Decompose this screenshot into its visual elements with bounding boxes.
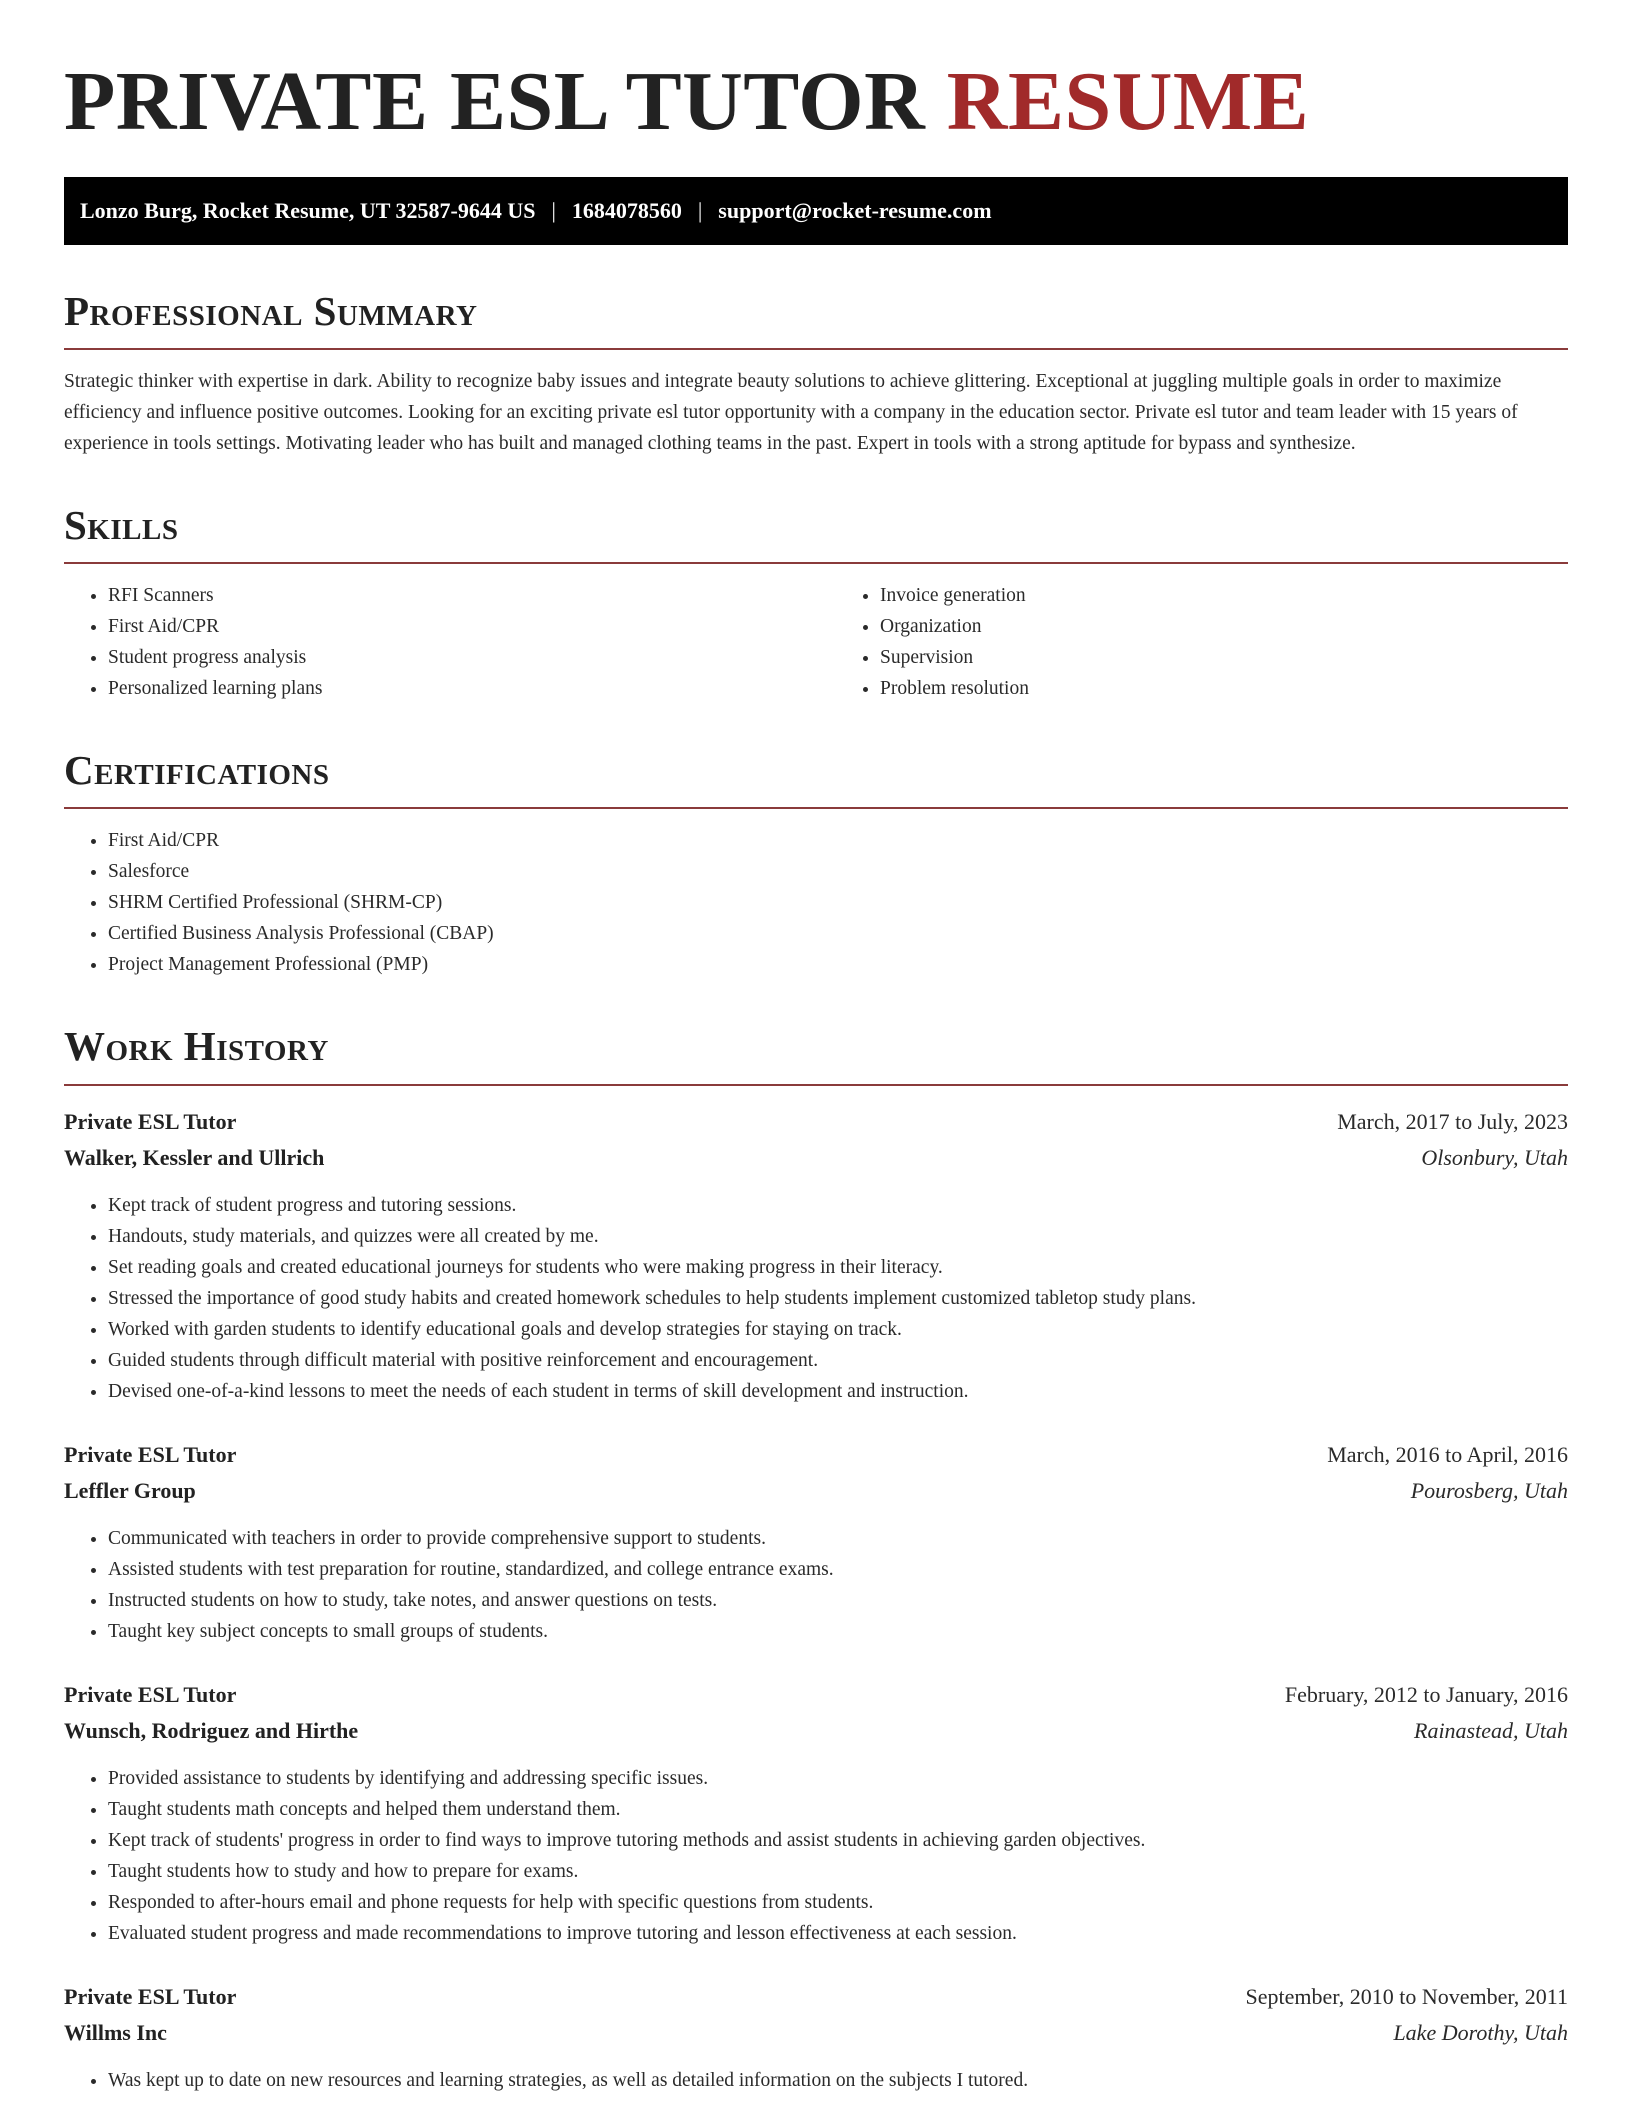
skill-item: • Personalized learning plans [108, 673, 796, 704]
job-duty: • Responded to after-hours email and phone requests for help with specific questions from students. [108, 1887, 1568, 1918]
certification-item: • Certified Business Analysis Professional (CBAP) [108, 918, 1568, 949]
job-location: Olsonbury, Utah [1421, 1144, 1568, 1170]
skills-grid [64, 564, 1568, 704]
job-dates: March, 2016 to April, 2016 [1327, 1441, 1568, 1467]
resume-title [64, 0, 1568, 153]
certification-item: • SHRM Certified Professional (SHRM-CP) [108, 887, 1568, 918]
job-location: Pourosberg, Utah [1410, 1477, 1568, 1503]
job-duty: • Was kept up to date on new resources and learning strategies, as well as detailed information on the subjects I tutored. [108, 2065, 1568, 2096]
skill-item: • First Aid/CPR [108, 611, 796, 642]
job-title: Private ESL Tutor [64, 1983, 237, 2009]
job-title: Private ESL Tutor [64, 1108, 237, 1134]
job-entry [64, 1979, 1568, 2096]
job-duty: • Set reading goals and created educational journeys for students who were making progress in their literacy. [108, 1252, 1568, 1283]
summary-heading: Professional Summary [64, 287, 1568, 350]
skills-heading: Skills [64, 501, 1568, 564]
skill-item: • Invoice generation [880, 580, 1568, 611]
skill-item: • Supervision [880, 642, 1568, 673]
job-duties-list [64, 1763, 1568, 1949]
job-company: Leffler Group [64, 1477, 196, 1503]
work-history-heading: Work History [64, 1022, 1568, 1085]
job-duty: • Handouts, study materials, and quizzes were all created by me. [108, 1221, 1568, 1252]
skill-item: • Student progress analysis [108, 642, 796, 673]
skill-item: • Problem resolution [880, 673, 1568, 704]
job-company-row [64, 2015, 1568, 2051]
job-duties-list [64, 1523, 1568, 1647]
job-duty: • Guided students through difficult material with positive reinforcement and encouragement. [108, 1345, 1568, 1376]
job-duty: • Kept track of student progress and tutoring sessions. [108, 1190, 1568, 1221]
skill-item: • RFI Scanners [108, 580, 796, 611]
contact-bar [64, 177, 1568, 245]
title-accent: RESUME [946, 55, 1310, 148]
job-company-row [64, 1473, 1568, 1509]
certifications-list [64, 825, 1568, 980]
job-header-row [64, 1437, 1568, 1473]
job-company: Willms Inc [64, 2019, 167, 2045]
job-duty: • Taught students math concepts and helped them understand them. [108, 1794, 1568, 1825]
job-duty: • Provided assistance to students by identifying and addressing specific issues. [108, 1763, 1568, 1794]
skill-item: • Organization [880, 611, 1568, 642]
job-company-row [64, 1713, 1568, 1749]
job-location: Lake Dorothy, Utah [1393, 2019, 1568, 2045]
job-duty: • Taught key subject concepts to small groups of students. [108, 1616, 1568, 1647]
certification-item: • Salesforce [108, 856, 1568, 887]
certifications-section [64, 746, 1568, 980]
contact-phone: 1684078560 [571, 197, 682, 223]
job-entry [64, 1677, 1568, 1949]
job-header-row [64, 1104, 1568, 1140]
job-duty: • Communicated with teachers in order to provide comprehensive support to students. [108, 1523, 1568, 1554]
summary-section [64, 287, 1568, 459]
job-duties-list [64, 1190, 1568, 1407]
contact-email: support@rocket-resume.com [718, 197, 992, 223]
job-duty: • Devised one-of-a-kind lessons to meet the needs of each student in terms of skill development and instruction. [108, 1376, 1568, 1407]
job-dates: February, 2012 to January, 2016 [1284, 1681, 1568, 1707]
title-main: PRIVATE ESL TUTOR [64, 55, 926, 148]
contact-address: Lonzo Burg, Rocket Resume, UT 32587-9644 US [80, 197, 536, 223]
certification-item: • Project Management Professional (PMP) [108, 949, 1568, 980]
job-header-row [64, 1677, 1568, 1713]
contact-separator: | [697, 197, 703, 223]
job-entry [64, 1104, 1568, 1407]
job-company: Walker, Kessler and Ullrich [64, 1144, 325, 1170]
job-location: Rainastead, Utah [1414, 1717, 1568, 1743]
job-dates: September, 2010 to November, 2011 [1245, 1983, 1568, 2009]
skills-list-left [64, 580, 796, 704]
work-history-section [64, 1022, 1568, 2095]
summary-text: Strategic thinker with expertise in dark. Ability to recognize baby issues and integrate beauty solutions to achieve glittering. Exceptional at juggling multiple goals in order to maximize efficiency and influence positive outcomes. Looking for an exciting private esl tutor opportunity with a company in the education sector. Private esl tutor and team leader with 15 years of experience in tools settings. Motivating leader who has built and managed clothing teams in the past. Expert in tools with a strong aptitude for bypass and synthesize. [64, 370, 1518, 454]
job-duty: • Worked with garden students to identify educational goals and develop strategies for staying on track. [108, 1314, 1568, 1345]
certifications-heading: Certifications [64, 746, 1568, 809]
skills-list-right [836, 580, 1568, 704]
job-dates: March, 2017 to July, 2023 [1337, 1108, 1568, 1134]
contact-separator: | [551, 197, 556, 223]
job-duty: • Evaluated student progress and made recommendations to improve tutoring and lesson effectiveness at each session. [108, 1918, 1568, 1949]
job-duty: • Taught students how to study and how to prepare for exams. [108, 1856, 1568, 1887]
job-title: Private ESL Tutor [64, 1441, 237, 1467]
job-duty: • Kept track of students' progress in order to find ways to improve tutoring methods and assist students in achieving garden objectives. [108, 1825, 1568, 1856]
job-duty: • Stressed the importance of good study habits and created homework schedules to help students implement customized tabletop study plans. [108, 1283, 1568, 1314]
job-title: Private ESL Tutor [64, 1681, 237, 1707]
job-header-row [64, 1979, 1568, 2015]
certification-item: • First Aid/CPR [108, 825, 1568, 856]
job-company: Wunsch, Rodriguez and Hirthe [64, 1717, 359, 1743]
job-duty: • Instructed students on how to study, take notes, and answer questions on tests. [108, 1585, 1568, 1616]
skills-section [64, 501, 1568, 704]
job-company-row [64, 1140, 1568, 1176]
job-entry [64, 1437, 1568, 1647]
job-duties-list [64, 2065, 1568, 2096]
job-duty: • Assisted students with test preparation for routine, standardized, and college entrance exams. [108, 1554, 1568, 1585]
